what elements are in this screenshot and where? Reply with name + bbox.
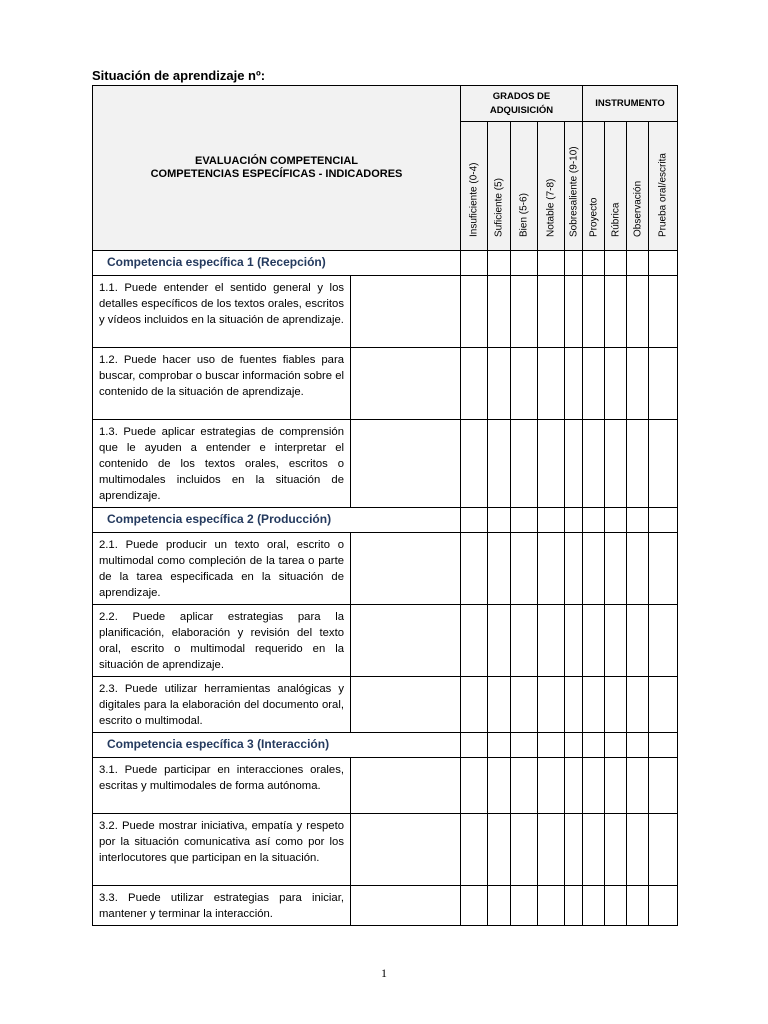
instrument-cell[interactable] xyxy=(583,348,605,420)
grade-cell[interactable] xyxy=(461,348,488,420)
competencia-title: Competencia específica 3 (Interacción) xyxy=(93,733,461,758)
instrumento-col-2 xyxy=(627,122,649,251)
grade-cell[interactable] xyxy=(511,677,538,733)
instrument-cell[interactable] xyxy=(583,420,605,508)
instrumento-col-0 xyxy=(583,122,605,251)
indicator-text: 1.3. Puede aplicar estrategias de comprensión que le ayuden a entender e interpretar el contenido de los textos orales, escritos o multimodales incluidos en la situación de aprendizaje. xyxy=(93,420,351,508)
instrument-cell[interactable] xyxy=(649,348,678,420)
grade-cell[interactable] xyxy=(538,533,565,605)
grade-cell[interactable] xyxy=(538,276,565,348)
instrument-cell[interactable] xyxy=(627,276,649,348)
notes-cell[interactable] xyxy=(351,814,461,886)
instrument-cell[interactable] xyxy=(627,420,649,508)
instrument-cell[interactable] xyxy=(649,251,678,276)
instrument-cell[interactable] xyxy=(649,276,678,348)
instrument-cell[interactable] xyxy=(627,348,649,420)
instrument-cell[interactable] xyxy=(627,733,649,758)
instrument-cell[interactable] xyxy=(605,886,627,926)
grade-cell[interactable] xyxy=(538,251,565,276)
grade-cell[interactable] xyxy=(488,533,511,605)
instrument-cell[interactable] xyxy=(649,886,678,926)
instrument-cell[interactable] xyxy=(627,886,649,926)
grade-cell[interactable] xyxy=(511,508,538,533)
notes-cell[interactable] xyxy=(351,758,461,814)
grade-cell[interactable] xyxy=(565,420,583,508)
grade-cell[interactable] xyxy=(538,420,565,508)
instrumento-col-1 xyxy=(605,122,627,251)
grade-cell[interactable] xyxy=(565,508,583,533)
grados-col-label: Insuficiente (0-4) xyxy=(468,162,480,237)
instrument-cell[interactable] xyxy=(649,420,678,508)
grade-cell[interactable] xyxy=(461,533,488,605)
grados-col-0 xyxy=(461,122,488,251)
instrument-cell[interactable] xyxy=(649,814,678,886)
instrumento-col-label: Prueba oral/escrita xyxy=(657,153,669,237)
grade-cell[interactable] xyxy=(565,348,583,420)
grade-cell[interactable] xyxy=(538,348,565,420)
grados-header-line2: ADQUISICIÓN xyxy=(489,104,554,116)
indicator-row xyxy=(93,758,678,814)
instrument-cell[interactable] xyxy=(605,733,627,758)
instrument-cell[interactable] xyxy=(605,814,627,886)
page-number: 1 xyxy=(381,966,387,980)
notes-cell[interactable] xyxy=(351,420,461,508)
instrumento-header: INSTRUMENTO xyxy=(583,86,678,122)
evaluation-table xyxy=(92,85,678,926)
grade-cell[interactable] xyxy=(538,814,565,886)
grados-col-label: Bien (5-6) xyxy=(518,193,530,237)
instrument-cell[interactable] xyxy=(583,276,605,348)
grados-col-3 xyxy=(538,122,565,251)
grade-cell[interactable] xyxy=(565,733,583,758)
competencia-row xyxy=(93,251,678,276)
grados-header xyxy=(461,86,583,122)
grade-cell[interactable] xyxy=(461,276,488,348)
grade-cell[interactable] xyxy=(511,251,538,276)
grade-cell[interactable] xyxy=(461,605,488,677)
notes-cell[interactable] xyxy=(351,533,461,605)
indicator-row xyxy=(93,276,678,348)
instrument-cell[interactable] xyxy=(627,251,649,276)
competencia-row xyxy=(93,508,678,533)
instrument-cell[interactable] xyxy=(605,605,627,677)
indicator-text: 1.2. Puede hacer uso de fuentes fiables para buscar, comprobar o buscar información sobre el contenido de la situación de aprendizaje. xyxy=(93,348,351,420)
grade-cell[interactable] xyxy=(511,420,538,508)
grade-cell[interactable] xyxy=(488,276,511,348)
grade-cell[interactable] xyxy=(488,733,511,758)
indicator-row xyxy=(93,814,678,886)
instrument-cell[interactable] xyxy=(583,533,605,605)
grade-cell[interactable] xyxy=(538,886,565,926)
grados-col-label: Sobresaliente (9-10) xyxy=(568,146,579,237)
grados-col-4 xyxy=(565,122,583,251)
grade-cell[interactable] xyxy=(565,677,583,733)
grade-cell[interactable] xyxy=(511,605,538,677)
grade-cell[interactable] xyxy=(461,251,488,276)
grade-cell[interactable] xyxy=(565,605,583,677)
grade-cell[interactable] xyxy=(488,251,511,276)
grade-cell[interactable] xyxy=(488,420,511,508)
instrument-cell[interactable] xyxy=(583,733,605,758)
grade-cell[interactable] xyxy=(461,886,488,926)
instrumento-col-label: Rúbrica xyxy=(610,202,621,237)
indicator-text: 2.2. Puede aplicar estrategias para la planificación, elaboración y revisión del texto oral, escrito o multimodal requerido en la situación de aprendizaje. xyxy=(93,605,351,677)
document-title: Situación de aprendizaje nº: xyxy=(92,68,266,83)
instrument-cell[interactable] xyxy=(627,508,649,533)
grade-cell[interactable] xyxy=(565,533,583,605)
indicator-text: 3.2. Puede mostrar iniciativa, empatía y respeto por la situación comunicativa así como por los interlocutores que participan en la situación. xyxy=(93,814,351,886)
competencia-title: Competencia específica 2 (Producción) xyxy=(93,508,461,533)
instrument-cell[interactable] xyxy=(605,677,627,733)
grade-cell[interactable] xyxy=(538,605,565,677)
indicator-text: 3.3. Puede utilizar estrategias para iniciar, mantener y terminar la interacción. xyxy=(93,886,351,926)
instrumento-col-label: Observación xyxy=(632,180,643,237)
grade-cell[interactable] xyxy=(538,508,565,533)
grade-cell[interactable] xyxy=(511,348,538,420)
grados-col-label: Suficiente (5) xyxy=(493,178,505,237)
grade-cell[interactable] xyxy=(488,814,511,886)
instrument-cell[interactable] xyxy=(605,276,627,348)
competencia-row xyxy=(93,733,678,758)
main-header-line2: COMPETENCIAS ESPECÍFICAS - INDICADORES xyxy=(150,168,403,180)
indicator-text: 2.1. Puede producir un texto oral, escrito o multimodal como compleción de la tarea o parte de la tarea especificada en la situación de aprendizaje. xyxy=(93,533,351,605)
grados-col-1 xyxy=(488,122,511,251)
grade-cell[interactable] xyxy=(488,348,511,420)
notes-cell[interactable] xyxy=(351,348,461,420)
notes-cell[interactable] xyxy=(351,276,461,348)
notes-cell[interactable] xyxy=(351,886,461,926)
instrument-cell[interactable] xyxy=(627,677,649,733)
instrument-cell[interactable] xyxy=(583,251,605,276)
grade-cell[interactable] xyxy=(461,758,488,814)
indicator-row xyxy=(93,677,678,733)
instrument-cell[interactable] xyxy=(649,508,678,533)
grade-cell[interactable] xyxy=(461,508,488,533)
grade-cell[interactable] xyxy=(488,677,511,733)
indicator-text: 1.1. Puede entender el sentido general y los detalles específicos de los textos orales, escritos y vídeos incluidos en la situación de aprendizaje. xyxy=(93,276,351,348)
grade-cell[interactable] xyxy=(461,814,488,886)
instrument-cell[interactable] xyxy=(649,605,678,677)
grados-col-2 xyxy=(511,122,538,251)
instrument-cell[interactable] xyxy=(583,814,605,886)
grade-cell[interactable] xyxy=(538,758,565,814)
instrument-cell[interactable] xyxy=(605,758,627,814)
instrument-cell[interactable] xyxy=(627,814,649,886)
competencia-title: Competencia específica 1 (Recepción) xyxy=(93,251,461,276)
grade-cell[interactable] xyxy=(461,677,488,733)
instrument-cell[interactable] xyxy=(605,251,627,276)
indicator-text: 2.3. Puede utilizar herramientas analógicas y digitales para la elaboración del documento oral, escrito o multimodal. xyxy=(93,677,351,733)
grados-header-line1: GRADOS DE xyxy=(492,90,551,102)
indicator-row xyxy=(93,533,678,605)
instrument-cell[interactable] xyxy=(583,758,605,814)
instrument-cell[interactable] xyxy=(627,533,649,605)
grade-cell[interactable] xyxy=(461,733,488,758)
grade-cell[interactable] xyxy=(488,605,511,677)
grade-cell[interactable] xyxy=(511,886,538,926)
indicator-row xyxy=(93,348,678,420)
indicator-row xyxy=(93,605,678,677)
instrumento-col-label: Proyecto xyxy=(588,197,599,237)
instrumento-col-3 xyxy=(649,122,678,251)
grade-cell[interactable] xyxy=(565,886,583,926)
notes-cell[interactable] xyxy=(351,605,461,677)
grade-cell[interactable] xyxy=(488,886,511,926)
instrument-cell[interactable] xyxy=(649,758,678,814)
grade-cell[interactable] xyxy=(511,758,538,814)
grade-cell[interactable] xyxy=(565,251,583,276)
grade-cell[interactable] xyxy=(538,733,565,758)
indicator-text: 3.1. Puede participar en interacciones orales, escritas y multimodales de forma autónoma. xyxy=(93,758,351,814)
instrument-cell[interactable] xyxy=(649,677,678,733)
grados-col-label: Notable (7-8) xyxy=(545,178,557,237)
grade-cell[interactable] xyxy=(488,508,511,533)
instrument-cell[interactable] xyxy=(627,758,649,814)
grade-cell[interactable] xyxy=(565,276,583,348)
indicator-row xyxy=(93,886,678,926)
notes-cell[interactable] xyxy=(351,677,461,733)
instrument-cell[interactable] xyxy=(627,605,649,677)
instrument-cell[interactable] xyxy=(583,508,605,533)
instrument-cell[interactable] xyxy=(605,533,627,605)
indicator-row xyxy=(93,420,678,508)
grade-cell[interactable] xyxy=(461,420,488,508)
instrument-cell[interactable] xyxy=(583,886,605,926)
grade-cell[interactable] xyxy=(511,533,538,605)
grade-cell[interactable] xyxy=(511,276,538,348)
main-header-line1: EVALUACIÓN COMPETENCIAL xyxy=(195,155,358,167)
instrument-cell[interactable] xyxy=(605,508,627,533)
instrument-cell[interactable] xyxy=(583,605,605,677)
instrument-cell[interactable] xyxy=(583,677,605,733)
grade-cell[interactable] xyxy=(565,814,583,886)
instrument-cell[interactable] xyxy=(605,348,627,420)
instrument-cell[interactable] xyxy=(605,420,627,508)
grade-cell[interactable] xyxy=(565,758,583,814)
grade-cell[interactable] xyxy=(488,758,511,814)
grade-cell[interactable] xyxy=(511,733,538,758)
grade-cell[interactable] xyxy=(538,677,565,733)
grade-cell[interactable] xyxy=(511,814,538,886)
main-header xyxy=(93,86,461,251)
instrument-cell[interactable] xyxy=(649,733,678,758)
instrument-cell[interactable] xyxy=(649,533,678,605)
